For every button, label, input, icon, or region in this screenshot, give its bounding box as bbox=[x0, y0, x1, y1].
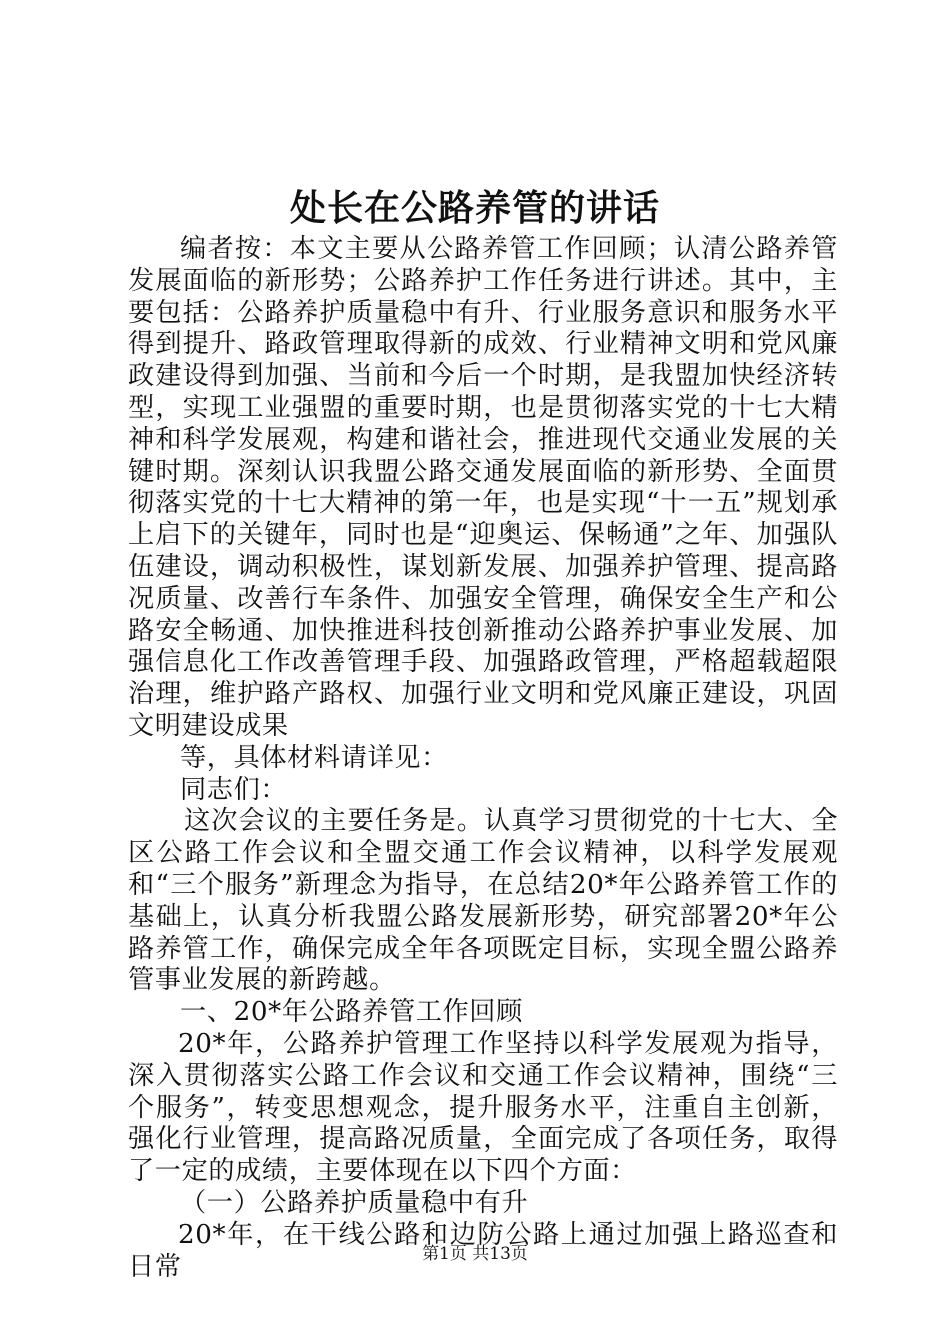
details-paragraph: 等，具体材料请详见： bbox=[180, 742, 448, 773]
review-paragraph: 20*年，公路养护管理工作坚持以科学发展观为指导，深入贯彻落实公路工作会议和交通工作会议精神，围绕“三个服务”，转变思想观念，提升服务水平，注重自主创新，强化行业管理，提高路况质量，全面完成了各项任务，取得了一定的成绩，主要体现在以下四个方面： bbox=[128, 1028, 838, 1187]
editor-note-paragraph: 编者按：本文主要从公路养管工作回顾；认清公路养管发展面临的新形势；公路养护工作任务进行讲述。其中，主要包括：公路养护质量稳中有升、行业服务意识和服务水平得到提升、路政管理取得新的成效、行业精神文明和党风廉政建设得到加强、当前和今后一个时期，是我盟加快经济转型，实现工业强盟的重要时期，也是贯彻落实党的十七大精神和科学发展观，构建和谐社会，推进现代交通业发展的关键时期。深刻认识我盟公路交通发展面临的新形势、全面贯彻落实党的十七大精神的第一年，也是实现“十一五”规划承上启下的关键年，同时也是“迎奥运、保畅通”之年、加强队伍建设，调动积极性，谋划新发展、加强养护管理、提高路况质量、改善行车条件、加强安全管理，确保安全生产和公路安全畅通、加快推进科技创新推动公路养护事业发展、加强信息化工作改善管理手段、加强路政管理，严格超载超限治理，维护路产路权、加强行业文明和党风廉正建设，巩固文明建设成果 bbox=[128, 234, 838, 741]
document-body bbox=[128, 234, 838, 1283]
page-number: 第1页 共13页 bbox=[422, 1244, 528, 1264]
meeting-task-paragraph: 这次会议的主要任务是。认真学习贯彻党的十七大、全区公路工作会议和全盟交通工作会议精神，以科学发展观和“三个服务”新理念为指导，在总结20*年公路养管工作的基础上，认真分析我盟公路发展新形势，研究部署20*年公路养管工作，确保完成全年各项既定目标，实现全盟公路养管事业发展的新跨越。 bbox=[128, 806, 838, 996]
salutation-paragraph: 同志们： bbox=[180, 774, 288, 805]
subsection-heading-quality: （一）公路养护质量稳中有升 bbox=[180, 1187, 529, 1218]
section-heading-review: 一、20*年公路养管工作回顾 bbox=[180, 997, 523, 1028]
quality-paragraph: 20*年，在干线公路和边防公路上通过加强上路巡查和日常 bbox=[128, 1219, 838, 1282]
document-title: 处长在公路养管的讲话 bbox=[289, 187, 660, 229]
